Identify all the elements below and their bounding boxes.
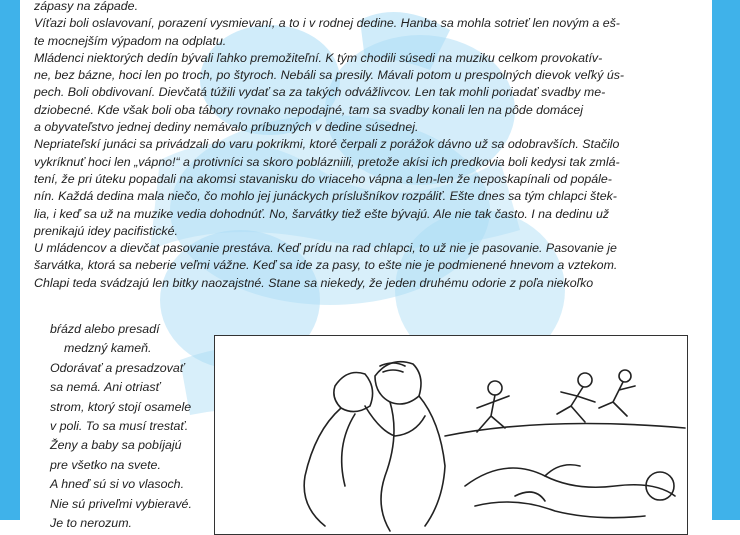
text-line: Nepriateľskí junáci sa privádzali do varu pokrikmi, ktoré čerpali z porážok dávno už sa odobravších. Stačilo (34, 137, 620, 152)
text-line: tení, že pri úteku popadali na akomsi stavanisku do vriaceho vápna a len-len že neposkapínali od popále- (34, 171, 612, 186)
text-line: v poli. To sa musí trestať. (50, 419, 189, 434)
text-line: dziobecné. Kde však boli oba tábory rovnako nepodajné, tam sa svadby konali len na pôde domácej (34, 102, 583, 117)
text-line: U mládencov a dievčat pasovanie prestáva. Keď prídu na rad chlapci, to už nie je pasovanie. Pasovanie je (34, 241, 617, 256)
text-line: te mocnejším výpadom na odplatu. (34, 33, 227, 48)
text-line: sa nemá. Ani otriasť (50, 380, 160, 395)
text-line: nín. Každá dedina mala niečo, čo mohlo jej junáckych príslušníkov rozpáliť. Ešte dnes sa tým chlapci štek- (34, 189, 617, 204)
text-line: Je to nerozum. (50, 516, 132, 531)
page-frame-left (0, 0, 20, 520)
text-line: Chlapi teda svádzajú len bitky naozajstné. Stane sa niekedy, že jeden druhému odorie z poľa niekoľko (34, 275, 594, 290)
text-line: lia, i keď sa už na muzike vedia dohodnúť. No, šarvátky tiež ešte bývajú. Ale nie tak často. I na dedinu už (34, 206, 610, 221)
fighting-illustration (215, 336, 688, 535)
text-line: ne, bez bázne, hoci len po troch, po štyroch. Nebáli sa presily. Mávali potom u prespolných dievok veľký ús- (34, 68, 625, 83)
text-line: Odorávať a presadzovať (50, 360, 185, 375)
text-line: Ženy a baby sa pobíjajú (50, 438, 182, 453)
text-line: Nie sú priveľmi vybieravé. (50, 496, 192, 511)
text-line: vykríknuť hoci len „vápno!“ a protivníci sa skoro poblázniili, pretože akísi ich predkovia boli kedysi tak zmlá- (34, 154, 620, 169)
wrapped-text-column (50, 320, 208, 533)
article-text (34, 0, 690, 292)
text-line: šarvátka, ktorá sa neberie veľmi vážne. Keď sa ide za pasy, to ešte nie je podmienené hnevom a vztekom. (34, 258, 618, 273)
text-line: pech. Boli obdivovaní. Dievčatá túžili vydať sa za takých odvážlivcov. Len tak mohli poriadať svadby me- (34, 85, 606, 100)
text-line: medzný kameň. (64, 341, 152, 356)
page-frame-right (712, 0, 740, 520)
text-line: bŕázd alebo presadí (50, 322, 160, 336)
text-line: zápasy na západe. (34, 0, 139, 13)
illustration-frame (214, 335, 688, 535)
text-line: A hneď sú si vo vlasoch. (50, 477, 185, 492)
text-line: pre všetko na svete. (50, 457, 161, 472)
text-line: Mládenci niektorých dedín bývali ľahko premožiteľní. K tým chodili súsedi na muziku celkom provokatív- (34, 50, 603, 65)
text-line: strom, ktorý stojí osamele (50, 399, 192, 414)
text-line: a obyvateľstvo jednej dediny nemávalo príbuzných v dedine súsednej. (34, 120, 419, 135)
text-line: prenikajú idey pacifistické. (34, 223, 178, 238)
text-line: Víťazi boli oslavovaní, porazení vysmievaní, a to i v rodnej dedine. Hanba sa mohla sotrieť len novým a eš- (34, 16, 620, 31)
